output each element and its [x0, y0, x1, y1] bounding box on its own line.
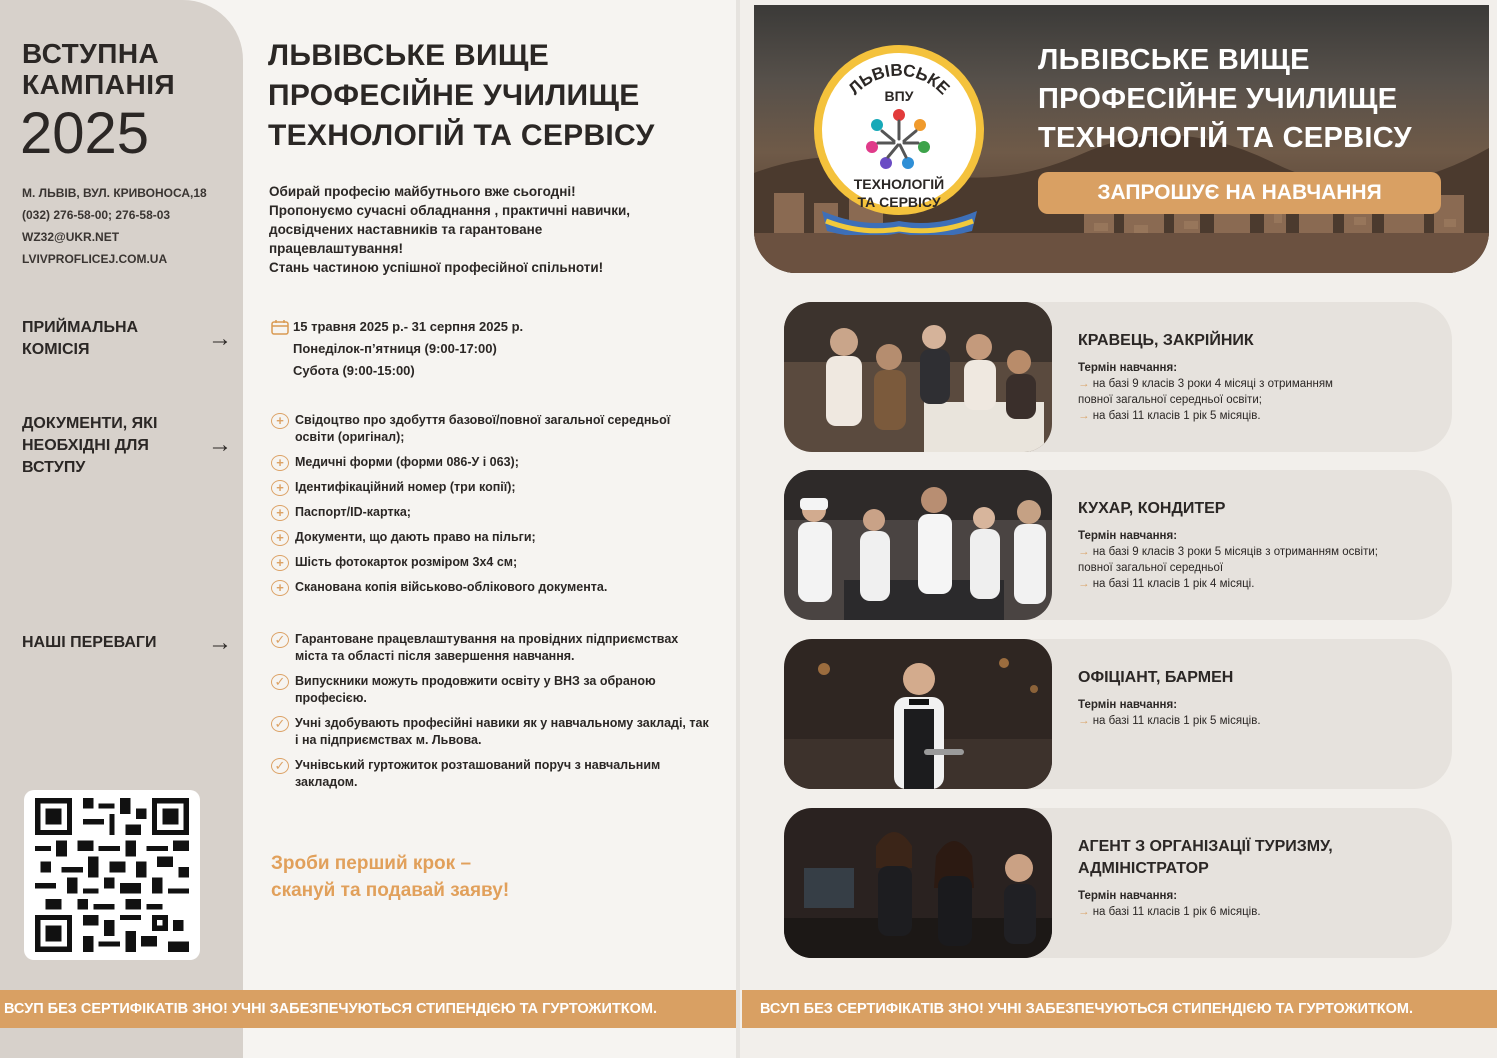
qr-code-icon — [32, 798, 192, 952]
term-label: Термін навчання: — [1078, 890, 1178, 902]
list-item-text: Документи, що дають право на пільги; — [295, 530, 536, 544]
intro-line: Пропонуємо сучасні обладнання , практичні навички, — [269, 203, 631, 218]
list-item — [271, 673, 711, 707]
arrow-right-icon: → — [1078, 715, 1093, 727]
plus-circle-icon: + — [271, 480, 289, 496]
arrow-right-icon: → — [1078, 546, 1093, 558]
course-card-cook[interactable] — [784, 470, 1452, 620]
term-line — [1078, 904, 1448, 920]
plus-circle-icon: + — [271, 413, 289, 429]
arrow-right-icon: → — [208, 629, 232, 656]
list-item-text: Учнівський гуртожиток розташований поруч з навчальним закладом. — [295, 758, 661, 789]
term-line — [1078, 576, 1448, 592]
college-logo — [812, 43, 987, 235]
list-item-text: Гарантоване працевлаштування на провідних підприємствах міста та області після завершення навчання. — [295, 632, 679, 663]
term-line-text: на базі 11 класів 1 рік 5 місяців. — [1092, 410, 1261, 422]
term-line-text: на базі 11 класів 1 рік 4 місяці. — [1092, 578, 1255, 590]
call-to-action — [271, 850, 509, 904]
main-title-line: ПРОФЕСІЙНЕ УЧИЛИЩЕ — [268, 79, 640, 112]
course-photo — [784, 302, 1052, 452]
documents-label — [22, 413, 157, 479]
list-item — [271, 504, 711, 521]
schedule-saturday: Субота (9:00-15:00) — [293, 363, 415, 378]
course-title: ОФІЦІАНТ, БАРМЕН — [1078, 669, 1234, 686]
commission-label-line: ПРИЙМАЛЬНА — [22, 319, 139, 336]
term-label: Термін навчання: — [1078, 362, 1178, 374]
term-line-text: на базі 9 класів 3 роки 4 місяці з отриманням — [1092, 378, 1333, 390]
advantages-label: НАШІ ПЕРЕВАГИ — [22, 634, 157, 651]
check-circle-icon: ✓ — [271, 674, 289, 690]
term-line — [1078, 544, 1448, 560]
intro-line: Стань частиною успішної професійної спільноти! — [269, 260, 604, 275]
course-card-tourism[interactable] — [784, 808, 1452, 958]
list-item-text: Сканована копія військово-облікового документа. — [295, 580, 608, 594]
list-item-text: Свідоцтво про здобуття базової/повної загальної середньої освіти (оригінал); — [295, 413, 671, 444]
tourism-agent-image — [784, 808, 1052, 958]
list-item-text: Ідентифікаційний номер (три копії); — [295, 480, 516, 494]
main-title-line: ЛЬВІВСЬКЕ ВИЩЕ — [268, 39, 550, 72]
check-circle-icon: ✓ — [271, 632, 289, 648]
commission-label-line: КОМІСІЯ — [22, 341, 90, 358]
left-page — [0, 0, 740, 1058]
course-title: КУХАР, КОНДИТЕР — [1078, 500, 1226, 517]
term-label: Термін навчання: — [1078, 699, 1178, 711]
cta-line: скануй та подавай заяву! — [271, 880, 510, 901]
campaign-title — [22, 38, 175, 100]
address: М. ЛЬВІВ, ВУЛ. КРИВОНОСА,18 — [22, 186, 207, 200]
intro-line: досвідчених наставників та гарантоване — [269, 222, 543, 237]
list-item — [271, 529, 711, 546]
plus-circle-icon: + — [271, 530, 289, 546]
qr-code[interactable] — [24, 790, 200, 960]
list-item — [271, 554, 711, 571]
term-line-text: на базі 9 класів 3 роки 5 місяців з отриманням освіти; — [1092, 546, 1378, 558]
term-line-text: повної загальної середньої освіти; — [1078, 394, 1262, 406]
course-body — [1078, 697, 1448, 729]
list-item — [271, 579, 711, 596]
cta-line: Зроби перший крок – — [271, 853, 472, 874]
course-photo — [784, 470, 1052, 620]
list-item — [271, 757, 711, 791]
hero-title — [1038, 41, 1412, 158]
plus-circle-icon: + — [271, 555, 289, 571]
plus-circle-icon: + — [271, 505, 289, 521]
documents-list — [271, 412, 711, 596]
list-item — [271, 631, 711, 665]
term-line-text: на базі 11 класів 1 рік 6 місяців. — [1092, 906, 1261, 918]
hero-title-line: ПРОФЕСІЙНЕ УЧИЛИЩЕ — [1038, 83, 1398, 115]
bottom-banner-right: ВСУП БЕЗ СЕРТИФІКАТІВ ЗНО! УЧНІ ЗАБЕЗПЕЧУЮТЬСЯ СТИПЕНДІЄЮ ТА ГУРТОЖИТКОМ. — [742, 990, 1497, 1028]
documents-label-line: ВСТУПУ — [22, 459, 86, 476]
commission-label — [22, 317, 138, 361]
course-body — [1078, 360, 1448, 424]
arrow-right-icon: → — [1078, 578, 1093, 590]
documents-label-line: НЕОБХІДНІ ДЛЯ — [22, 437, 149, 454]
campaign-year: 2025 — [20, 101, 150, 166]
course-title — [1078, 836, 1333, 880]
check-circle-icon: ✓ — [271, 758, 289, 774]
documents-label-line: ДОКУМЕНТИ, ЯКІ — [22, 415, 158, 432]
logo-abbr: ВПУ — [884, 88, 914, 104]
term-label: Термін навчання: — [1078, 530, 1178, 542]
list-item — [271, 715, 711, 749]
check-circle-icon: ✓ — [271, 716, 289, 732]
plus-circle-icon: + — [271, 580, 289, 596]
arrow-right-icon: → — [208, 325, 232, 352]
arrow-right-icon: → — [208, 431, 232, 458]
arrow-right-icon: → — [1078, 906, 1093, 918]
schedule-dates: 15 травня 2025 р.- 31 серпня 2025 р. — [293, 319, 524, 334]
logo-bottom-line1: ТЕХНОЛОГІЙ — [853, 176, 945, 192]
main-title-line: ТЕХНОЛОГІЙ ТА СЕРВІСУ — [268, 119, 655, 152]
right-page — [740, 0, 1497, 1058]
course-title: КРАВЕЦЬ, ЗАКРІЙНИК — [1078, 332, 1254, 349]
hero-banner — [754, 5, 1489, 273]
phones: (032) 276-58-00; 276-58-03 — [22, 208, 171, 222]
term-line — [1078, 713, 1448, 729]
email-link[interactable]: WZ32@UKR.NET — [22, 230, 120, 244]
list-item-text: Випускники можуть продовжити освіту у ВНЗ за обраною професією. — [295, 674, 656, 705]
campaign-title-line: ВСТУПНА — [22, 38, 160, 69]
schedule — [271, 316, 523, 382]
intro-line: працевлаштування! — [269, 241, 403, 256]
hero-title-line: ТЕХНОЛОГІЙ ТА СЕРВІСУ — [1038, 122, 1412, 154]
intro-text — [269, 182, 699, 277]
term-line — [1078, 376, 1448, 392]
arrow-right-icon: → — [1078, 410, 1093, 422]
course-card-tailor[interactable] — [784, 302, 1452, 452]
intro-line: Обирай професію майбутнього вже сьогодні! — [269, 184, 576, 199]
list-item — [271, 412, 711, 446]
hero-title-line: ЛЬВІВСЬКЕ ВИЩЕ — [1038, 44, 1310, 76]
course-photo — [784, 639, 1052, 789]
cooking-class-image — [784, 470, 1052, 620]
website-link[interactable]: LVIVPROFLICEJ.COM.UA — [22, 252, 168, 266]
plus-circle-icon: + — [271, 455, 289, 471]
course-photo — [784, 808, 1052, 958]
list-item-text: Шість фотокарток розміром 3х4 см; — [295, 555, 518, 569]
course-body — [1078, 888, 1448, 920]
course-title-line: АДМІНІСТРАТОР — [1078, 860, 1209, 877]
list-item-text: Паспорт/ID-картка; — [295, 505, 411, 519]
advantages-list — [271, 631, 711, 791]
list-item-text: Учні здобувають професійні навики як у навчальному закладі, так і на підприємствах м. Львова. — [295, 716, 709, 747]
term-line-text: на базі 11 класів 1 рік 5 місяців. — [1092, 715, 1261, 727]
list-item — [271, 479, 711, 496]
tailoring-class-image — [784, 302, 1052, 452]
waiter-image — [784, 639, 1052, 789]
course-body — [1078, 528, 1448, 592]
arrow-right-icon: → — [1078, 378, 1093, 390]
campaign-title-line: КАМПАНІЯ — [22, 69, 176, 100]
invite-button[interactable]: ЗАПРОШУЄ НА НАВЧАННЯ — [1038, 172, 1441, 214]
bottom-banner-left: ВСУП БЕЗ СЕРТИФІКАТІВ ЗНО! УЧНІ ЗАБЕЗПЕЧУЮТЬСЯ СТИПЕНДІЄЮ ТА ГУРТОЖИТКОМ. — [0, 990, 740, 1028]
calendar-icon — [271, 319, 289, 335]
contacts — [22, 182, 207, 270]
main-title — [268, 36, 655, 156]
term-line — [1078, 408, 1448, 424]
course-card-waiter[interactable] — [784, 639, 1452, 789]
list-item — [271, 454, 711, 471]
list-item-text: Медичні форми (форми 086-У і 063); — [295, 455, 519, 469]
logo-top-text: ЛЬВІВСЬКЕ — [844, 60, 954, 99]
schedule-weekdays: Понеділок-п’ятниця (9:00-17:00) — [293, 341, 497, 356]
term-line-text: повної загальної середньої — [1078, 562, 1224, 574]
logo-bottom-line2: ТА СЕРВІСУ — [857, 194, 941, 210]
course-title-line: АГЕНТ З ОРГАНІЗАЦІЇ ТУРИЗМУ, — [1078, 838, 1333, 855]
